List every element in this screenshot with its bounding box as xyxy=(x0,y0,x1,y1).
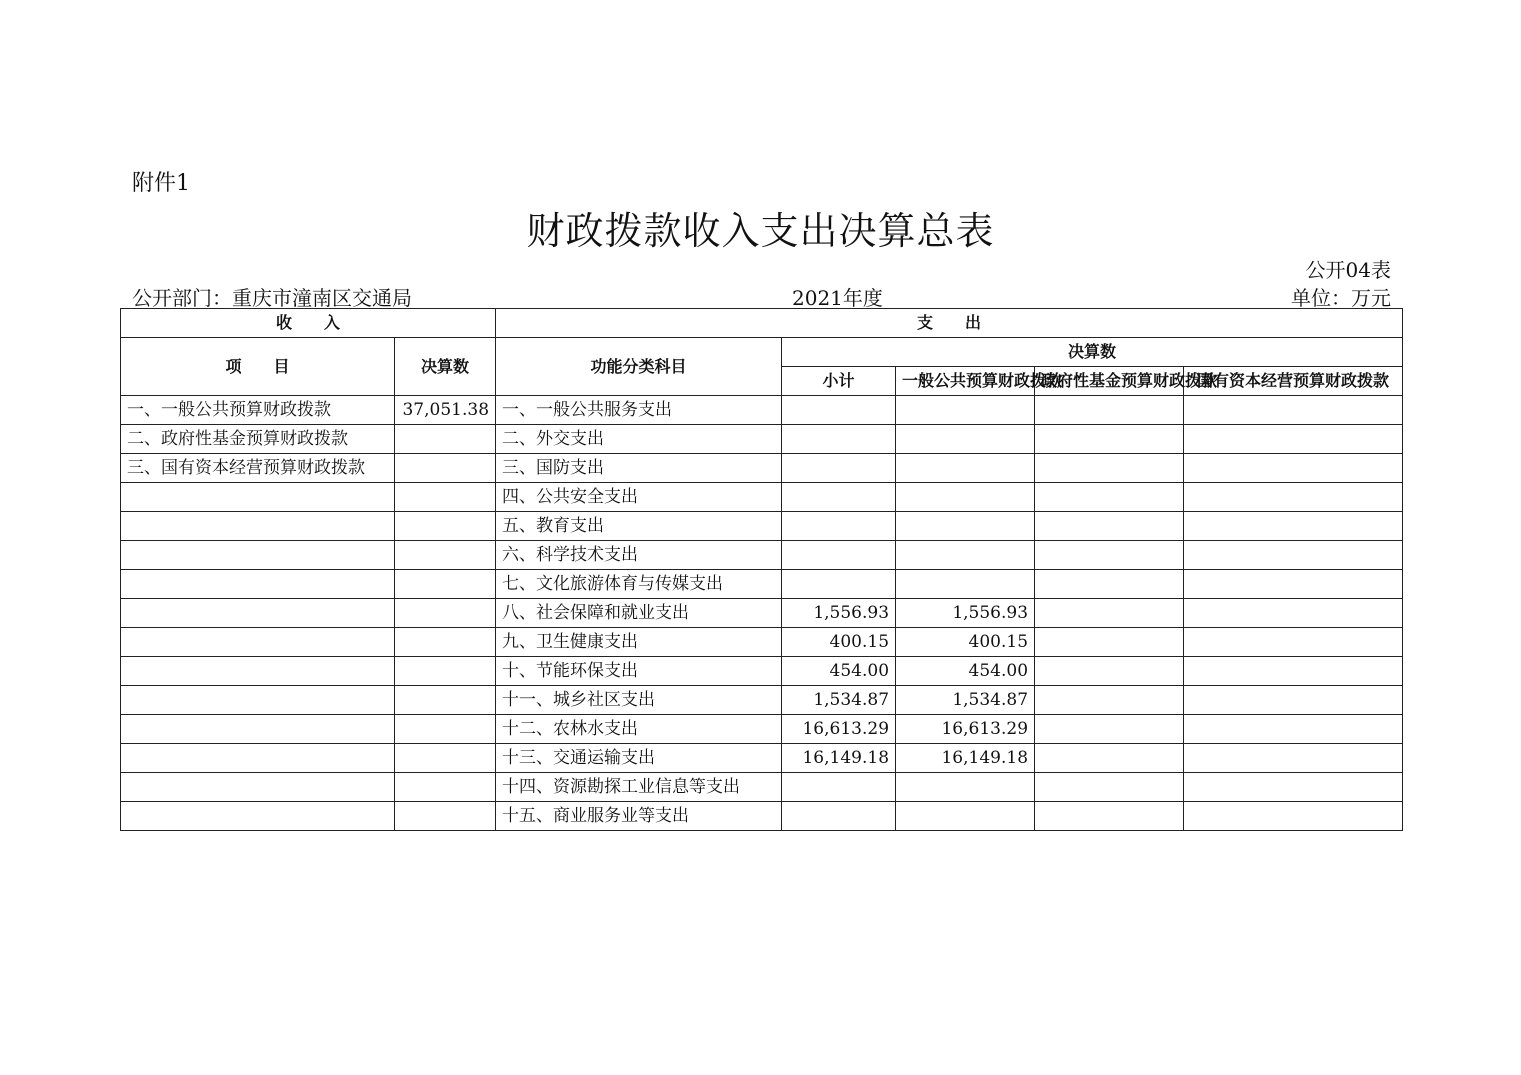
gov-fund-cell xyxy=(1035,396,1184,425)
income-item-cell xyxy=(121,512,395,541)
state-capital-cell xyxy=(1184,541,1403,570)
state-capital-cell xyxy=(1184,396,1403,425)
general-budget-cell: 1,534.87 xyxy=(896,686,1035,715)
table-row xyxy=(121,570,1403,599)
income-item-cell: 二、政府性基金预算财政拨款 xyxy=(121,425,395,454)
income-item-cell xyxy=(121,599,395,628)
income-item-cell xyxy=(121,802,395,831)
income-amount-cell xyxy=(395,599,496,628)
income-item-cell xyxy=(121,715,395,744)
state-capital-cell xyxy=(1184,686,1403,715)
table-row xyxy=(121,773,1403,802)
income-item-cell: 一、一般公共预算财政拨款 xyxy=(121,396,395,425)
gov-fund-cell xyxy=(1035,686,1184,715)
state-capital-cell xyxy=(1184,483,1403,512)
subtotal-cell xyxy=(782,773,896,802)
income-amount-cell xyxy=(395,686,496,715)
income-item-cell xyxy=(121,570,395,599)
state-capital-cell xyxy=(1184,657,1403,686)
general-budget-cell xyxy=(896,396,1035,425)
expense-item-cell: 八、社会保障和就业支出 xyxy=(496,599,782,628)
expense-item-cell: 六、科学技术支出 xyxy=(496,541,782,570)
page-title: 财政拨款收入支出决算总表 xyxy=(526,209,995,253)
state-capital-cell xyxy=(1184,628,1403,657)
expense-item-cell: 四、公共安全支出 xyxy=(496,483,782,512)
gov-fund-cell xyxy=(1035,512,1184,541)
subtotal-cell: 16,149.18 xyxy=(782,744,896,773)
expense-item-cell: 十、节能环保支出 xyxy=(496,657,782,686)
state-capital-cell xyxy=(1184,425,1403,454)
table-row xyxy=(121,483,1403,512)
state-capital-cell xyxy=(1184,512,1403,541)
subtotal-cell: 454.00 xyxy=(782,657,896,686)
table-row xyxy=(121,715,1403,744)
subtotal-cell: 16,613.29 xyxy=(782,715,896,744)
expense-item-cell: 十三、交通运输支出 xyxy=(496,744,782,773)
table-row xyxy=(121,686,1403,715)
form-number: 公开04表 xyxy=(1305,258,1391,282)
subtotal-cell xyxy=(782,570,896,599)
income-amount-cell xyxy=(395,802,496,831)
gov-fund-cell xyxy=(1035,541,1184,570)
subtotal-cell xyxy=(782,512,896,541)
general-budget-cell: 16,149.18 xyxy=(896,744,1035,773)
income-item-cell xyxy=(121,541,395,570)
income-item-cell xyxy=(121,744,395,773)
gov-fund-cell xyxy=(1035,802,1184,831)
expense-item-cell: 一、一般公共服务支出 xyxy=(496,396,782,425)
general-budget-cell xyxy=(896,570,1035,599)
gov-fund-cell xyxy=(1035,628,1184,657)
expense-item-cell: 十二、农林水支出 xyxy=(496,715,782,744)
state-capital-cell xyxy=(1184,802,1403,831)
income-amount-cell xyxy=(395,570,496,599)
state-capital-header: 国有资本经营预算财政拨款 xyxy=(1184,367,1403,396)
income-item-cell: 三、国有资本经营预算财政拨款 xyxy=(121,454,395,483)
income-amount-cell xyxy=(395,657,496,686)
general-budget-cell: 400.15 xyxy=(896,628,1035,657)
income-amount-cell: 37,051.38 xyxy=(395,396,496,425)
gov-fund-cell xyxy=(1035,744,1184,773)
table-row xyxy=(121,599,1403,628)
income-amount-cell xyxy=(395,483,496,512)
table-row xyxy=(121,657,1403,686)
final-amount-group-header: 决算数 xyxy=(782,338,1403,367)
subtotal-cell xyxy=(782,541,896,570)
expense-item-cell: 二、外交支出 xyxy=(496,425,782,454)
state-capital-cell xyxy=(1184,570,1403,599)
gov-fund-cell xyxy=(1035,599,1184,628)
expense-item-cell: 三、国防支出 xyxy=(496,454,782,483)
subtotal-header: 小计 xyxy=(782,367,896,396)
subtotal-cell: 400.15 xyxy=(782,628,896,657)
subtotal-cell xyxy=(782,425,896,454)
general-budget-header: 一般公共预算财政拨款 xyxy=(896,367,1035,396)
gov-fund-cell xyxy=(1035,454,1184,483)
expense-item-cell: 十四、资源勘探工业信息等支出 xyxy=(496,773,782,802)
income-amount-cell xyxy=(395,628,496,657)
table-row xyxy=(121,454,1403,483)
expense-item-cell: 九、卫生健康支出 xyxy=(496,628,782,657)
budget-table xyxy=(120,308,1403,831)
income-amount-cell xyxy=(395,425,496,454)
unit-label: 单位：万元 xyxy=(1291,286,1391,310)
gov-fund-cell xyxy=(1035,657,1184,686)
expense-item-cell: 五、教育支出 xyxy=(496,512,782,541)
income-amount-cell xyxy=(395,715,496,744)
table-row xyxy=(121,541,1403,570)
expense-item-cell: 十一、城乡社区支出 xyxy=(496,686,782,715)
table-row xyxy=(121,628,1403,657)
subtotal-cell xyxy=(782,396,896,425)
income-item-cell xyxy=(121,628,395,657)
subtotal-cell xyxy=(782,483,896,512)
income-item-cell xyxy=(121,657,395,686)
income-item-cell xyxy=(121,773,395,802)
income-amount-cell xyxy=(395,744,496,773)
subtotal-cell: 1,556.93 xyxy=(782,599,896,628)
table-body xyxy=(121,396,1403,831)
expense-item-cell: 十五、商业服务业等支出 xyxy=(496,802,782,831)
general-budget-cell xyxy=(896,512,1035,541)
general-budget-cell: 16,613.29 xyxy=(896,715,1035,744)
income-item-cell xyxy=(121,686,395,715)
table-row xyxy=(121,512,1403,541)
state-capital-cell xyxy=(1184,454,1403,483)
gov-fund-cell xyxy=(1035,425,1184,454)
income-amount-cell xyxy=(395,454,496,483)
income-amount-cell xyxy=(395,541,496,570)
state-capital-cell xyxy=(1184,599,1403,628)
expense-group-header: 支 出 xyxy=(496,309,1403,338)
meta-row xyxy=(132,282,1391,308)
general-budget-cell xyxy=(896,773,1035,802)
gov-fund-cell xyxy=(1035,483,1184,512)
income-amount-cell xyxy=(395,512,496,541)
general-budget-cell xyxy=(896,541,1035,570)
table-row xyxy=(121,425,1403,454)
general-budget-cell xyxy=(896,425,1035,454)
general-budget-cell xyxy=(896,802,1035,831)
table-row xyxy=(121,744,1403,773)
table-row xyxy=(121,802,1403,831)
general-budget-cell xyxy=(896,454,1035,483)
general-budget-cell: 454.00 xyxy=(896,657,1035,686)
fiscal-year: 2021年度 xyxy=(792,286,883,310)
gov-fund-header: 政府性基金预算财政拨款 xyxy=(1035,367,1184,396)
subtotal-cell xyxy=(782,802,896,831)
income-item-cell xyxy=(121,483,395,512)
state-capital-cell xyxy=(1184,715,1403,744)
subtotal-cell xyxy=(782,454,896,483)
gov-fund-cell xyxy=(1035,773,1184,802)
income-group-header: 收 入 xyxy=(121,309,496,338)
table-row xyxy=(121,396,1403,425)
function-category-header: 功能分类科目 xyxy=(496,338,782,396)
general-budget-cell xyxy=(896,483,1035,512)
income-amount-cell xyxy=(395,773,496,802)
expense-item-cell: 七、文化旅游体育与传媒支出 xyxy=(496,570,782,599)
subtotal-cell: 1,534.87 xyxy=(782,686,896,715)
gov-fund-cell xyxy=(1035,570,1184,599)
general-budget-cell: 1,556.93 xyxy=(896,599,1035,628)
state-capital-cell xyxy=(1184,744,1403,773)
attachment-label: 附件1 xyxy=(132,171,190,196)
department-label: 公开部门：重庆市潼南区交通局 xyxy=(132,286,412,310)
item-header: 项 目 xyxy=(121,338,395,396)
final-amount-header: 决算数 xyxy=(395,338,496,396)
gov-fund-cell xyxy=(1035,715,1184,744)
state-capital-cell xyxy=(1184,773,1403,802)
